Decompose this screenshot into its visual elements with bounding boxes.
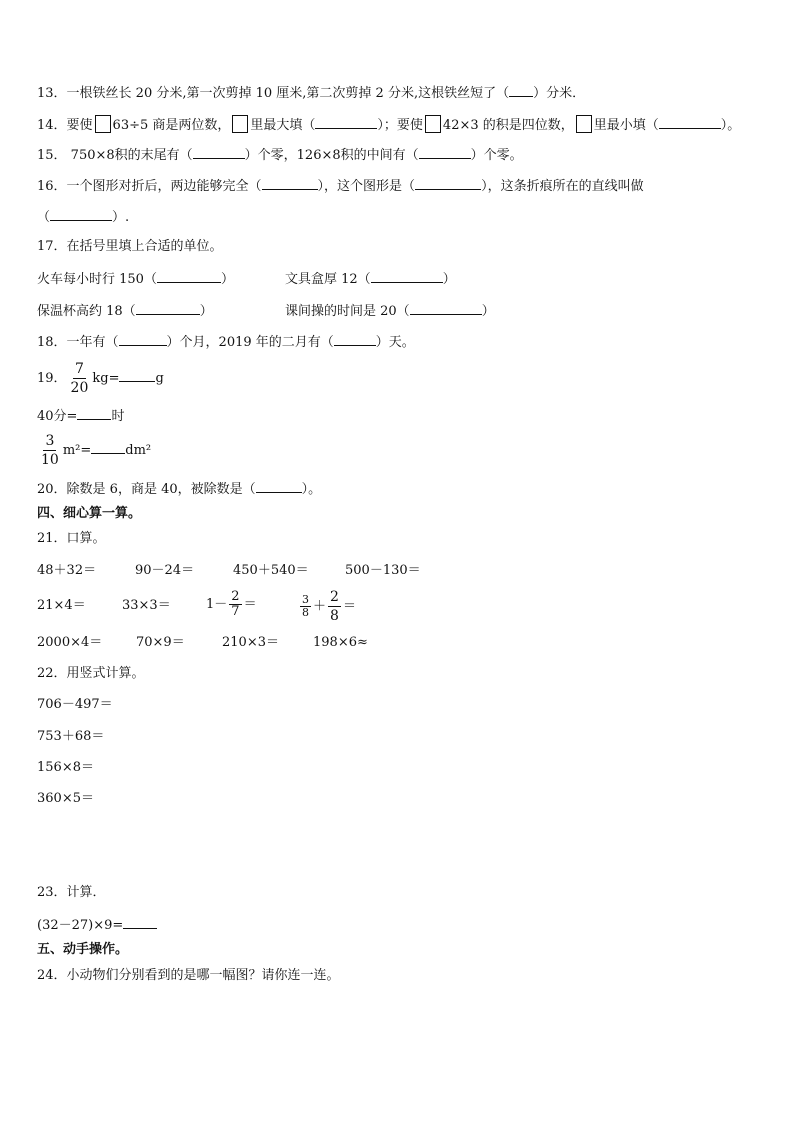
- mental-math-item: 48＋32＝: [37, 563, 97, 578]
- equals: ＝: [342, 599, 356, 614]
- mental-math-item: [298, 588, 356, 625]
- question-17-item-a: [37, 270, 234, 288]
- question-20-part: ）。: [301, 482, 322, 497]
- question-19-label: 19．: [37, 371, 67, 386]
- question-16-part: ）.: [112, 210, 130, 225]
- item-text: 火车每小时行 150（: [37, 272, 157, 287]
- answer-blank[interactable]: [262, 177, 318, 190]
- unit: dm²: [125, 443, 152, 458]
- question-17-title: 17．在括号里填上合适的单位。: [37, 239, 223, 254]
- operator: ＋: [313, 599, 327, 614]
- denominator: 8: [302, 606, 309, 619]
- question-13-text: 13．一根铁丝长 20 分米,第一次剪掉 10 厘米,第二次剪掉 2 分米,这根铁丝短了（: [37, 86, 510, 101]
- mental-math-item: 450＋540＝: [233, 563, 309, 578]
- section-5-heading: 五、动手操作。: [37, 942, 129, 957]
- question-14-part: 里最小填（: [593, 118, 659, 133]
- question-14-part: 14．要使: [37, 118, 93, 133]
- answer-blank[interactable]: [256, 480, 302, 493]
- question-16-part: 16．一个图形对折后，两边能够完全（: [37, 179, 262, 194]
- question-15-part: ）个零。: [470, 148, 523, 163]
- digit-box[interactable]: [425, 115, 441, 133]
- expression: 1－: [206, 597, 228, 612]
- vertical-calc-item: 706－497＝: [37, 697, 113, 712]
- question-17-item-b: [285, 270, 456, 288]
- question-18-part: ）天。: [375, 335, 415, 350]
- close-paren: ）: [442, 272, 456, 287]
- mental-math-item: 33×3＝: [122, 598, 171, 613]
- answer-blank[interactable]: [77, 407, 111, 420]
- question-14-part: 42×3 的积是四位数，: [442, 118, 574, 133]
- question-23-title: 23．计算．: [37, 885, 106, 900]
- question-14-part: 63÷5 商是两位数，: [112, 118, 231, 133]
- question-16-part: ），这条折痕所在的直线叫做: [481, 179, 644, 194]
- vertical-calc-item: 360×5＝: [37, 791, 94, 806]
- question-14-part: 里最大填（: [250, 118, 316, 133]
- unit: g: [155, 371, 164, 386]
- answer-blank[interactable]: [136, 302, 200, 315]
- item-text: 课间操的时间是 20（: [285, 304, 410, 319]
- question-15-part: 15． 750×8积的末尾有（: [37, 148, 193, 163]
- item-text: 保温杯高约 18（: [37, 304, 136, 319]
- numerator: 3: [45, 433, 55, 449]
- answer-blank[interactable]: [415, 177, 481, 190]
- digit-box[interactable]: [576, 115, 592, 133]
- answer-blank[interactable]: [419, 146, 471, 159]
- question-24: 24．小动物们分别看到的是哪一幅图？请你连一连。: [37, 968, 340, 983]
- numerator: 2: [330, 589, 339, 605]
- equals: ＝: [243, 597, 257, 612]
- question-16-part: ），这个图形是（: [317, 179, 416, 194]
- answer-blank[interactable]: [50, 208, 112, 221]
- answer-blank[interactable]: [659, 116, 721, 129]
- denominator: 8: [330, 608, 339, 624]
- denominator: 20: [70, 380, 89, 396]
- unit: 时: [111, 409, 125, 424]
- question-18: [37, 333, 415, 351]
- numerator: 7: [75, 361, 84, 377]
- close-paren: ）: [199, 304, 213, 319]
- close-paren: ）: [220, 272, 234, 287]
- fraction: [39, 432, 61, 469]
- mental-math-item: 198×6≈: [313, 635, 368, 650]
- question-19-line-3: [37, 432, 151, 469]
- question-18-part: ）个月，2019 年的二月有（: [166, 335, 334, 350]
- question-20: [37, 480, 321, 498]
- question-14-part: ）；要使: [377, 118, 423, 133]
- question-17-item-c: [37, 302, 213, 320]
- fraction: [229, 590, 241, 619]
- fraction: [69, 360, 91, 397]
- question-20-part: 20．除数是 6，商是 40，被除数是（: [37, 482, 256, 497]
- question-18-part: 18．一年有（: [37, 335, 119, 350]
- question-22-title: 22．用竖式计算。: [37, 666, 145, 681]
- question-13-tail: ）分米．: [533, 86, 586, 101]
- question-13: [37, 84, 585, 102]
- mental-math-item: 90－24＝: [135, 563, 195, 578]
- answer-blank[interactable]: [509, 84, 533, 97]
- digit-box[interactable]: [232, 115, 248, 133]
- answer-blank[interactable]: [315, 116, 377, 129]
- question-17-item-d: [285, 302, 495, 320]
- answer-blank[interactable]: [410, 302, 482, 315]
- answer-blank[interactable]: [119, 369, 155, 382]
- question-15: [37, 146, 523, 164]
- question-15-part: ）个零，126×8积的中间有（: [244, 148, 419, 163]
- mental-math-item: 21×4＝: [37, 598, 86, 613]
- mental-math-item: 2000×4＝: [37, 635, 103, 650]
- question-19-line-2: [37, 407, 124, 425]
- denominator: 7: [231, 604, 240, 619]
- mental-math-item: [206, 590, 257, 619]
- denominator: 10: [41, 452, 59, 468]
- fraction: [300, 594, 311, 619]
- answer-blank[interactable]: [371, 270, 443, 283]
- question-16-continued: [37, 208, 129, 226]
- mental-math-item: 500－130＝: [345, 563, 421, 578]
- answer-blank[interactable]: [91, 441, 125, 454]
- question-16-part: （: [37, 210, 51, 225]
- expression: 40分=: [37, 409, 78, 424]
- answer-blank[interactable]: [157, 270, 221, 283]
- digit-box[interactable]: [95, 115, 111, 133]
- question-14: [37, 115, 740, 134]
- answer-blank[interactable]: [334, 333, 376, 346]
- expression: (32－27)×9=: [37, 918, 124, 933]
- mental-math-item: 70×9＝: [136, 635, 185, 650]
- vertical-calc-item: 156×8＝: [37, 760, 94, 775]
- question-19-line-1: [37, 360, 164, 397]
- answer-blank[interactable]: [123, 916, 157, 929]
- vertical-calc-item: 753＋68＝: [37, 729, 105, 744]
- question-23-expression: [37, 916, 157, 934]
- numerator: 2: [231, 589, 240, 604]
- section-4-heading: 四、细心算一算。: [37, 506, 142, 521]
- fraction: [328, 588, 341, 625]
- numerator: 3: [302, 593, 309, 606]
- answer-blank[interactable]: [193, 146, 245, 159]
- close-paren: ）: [481, 304, 495, 319]
- question-21-title: 21．口算。: [37, 531, 106, 546]
- unit: m²=: [62, 443, 92, 458]
- mental-math-item: 210×3＝: [222, 635, 279, 650]
- item-text: 文具盒厚 12（: [285, 272, 371, 287]
- question-16: [37, 177, 644, 195]
- question-14-part: ）。: [720, 118, 741, 133]
- unit: kg=: [92, 371, 120, 386]
- answer-blank[interactable]: [119, 333, 167, 346]
